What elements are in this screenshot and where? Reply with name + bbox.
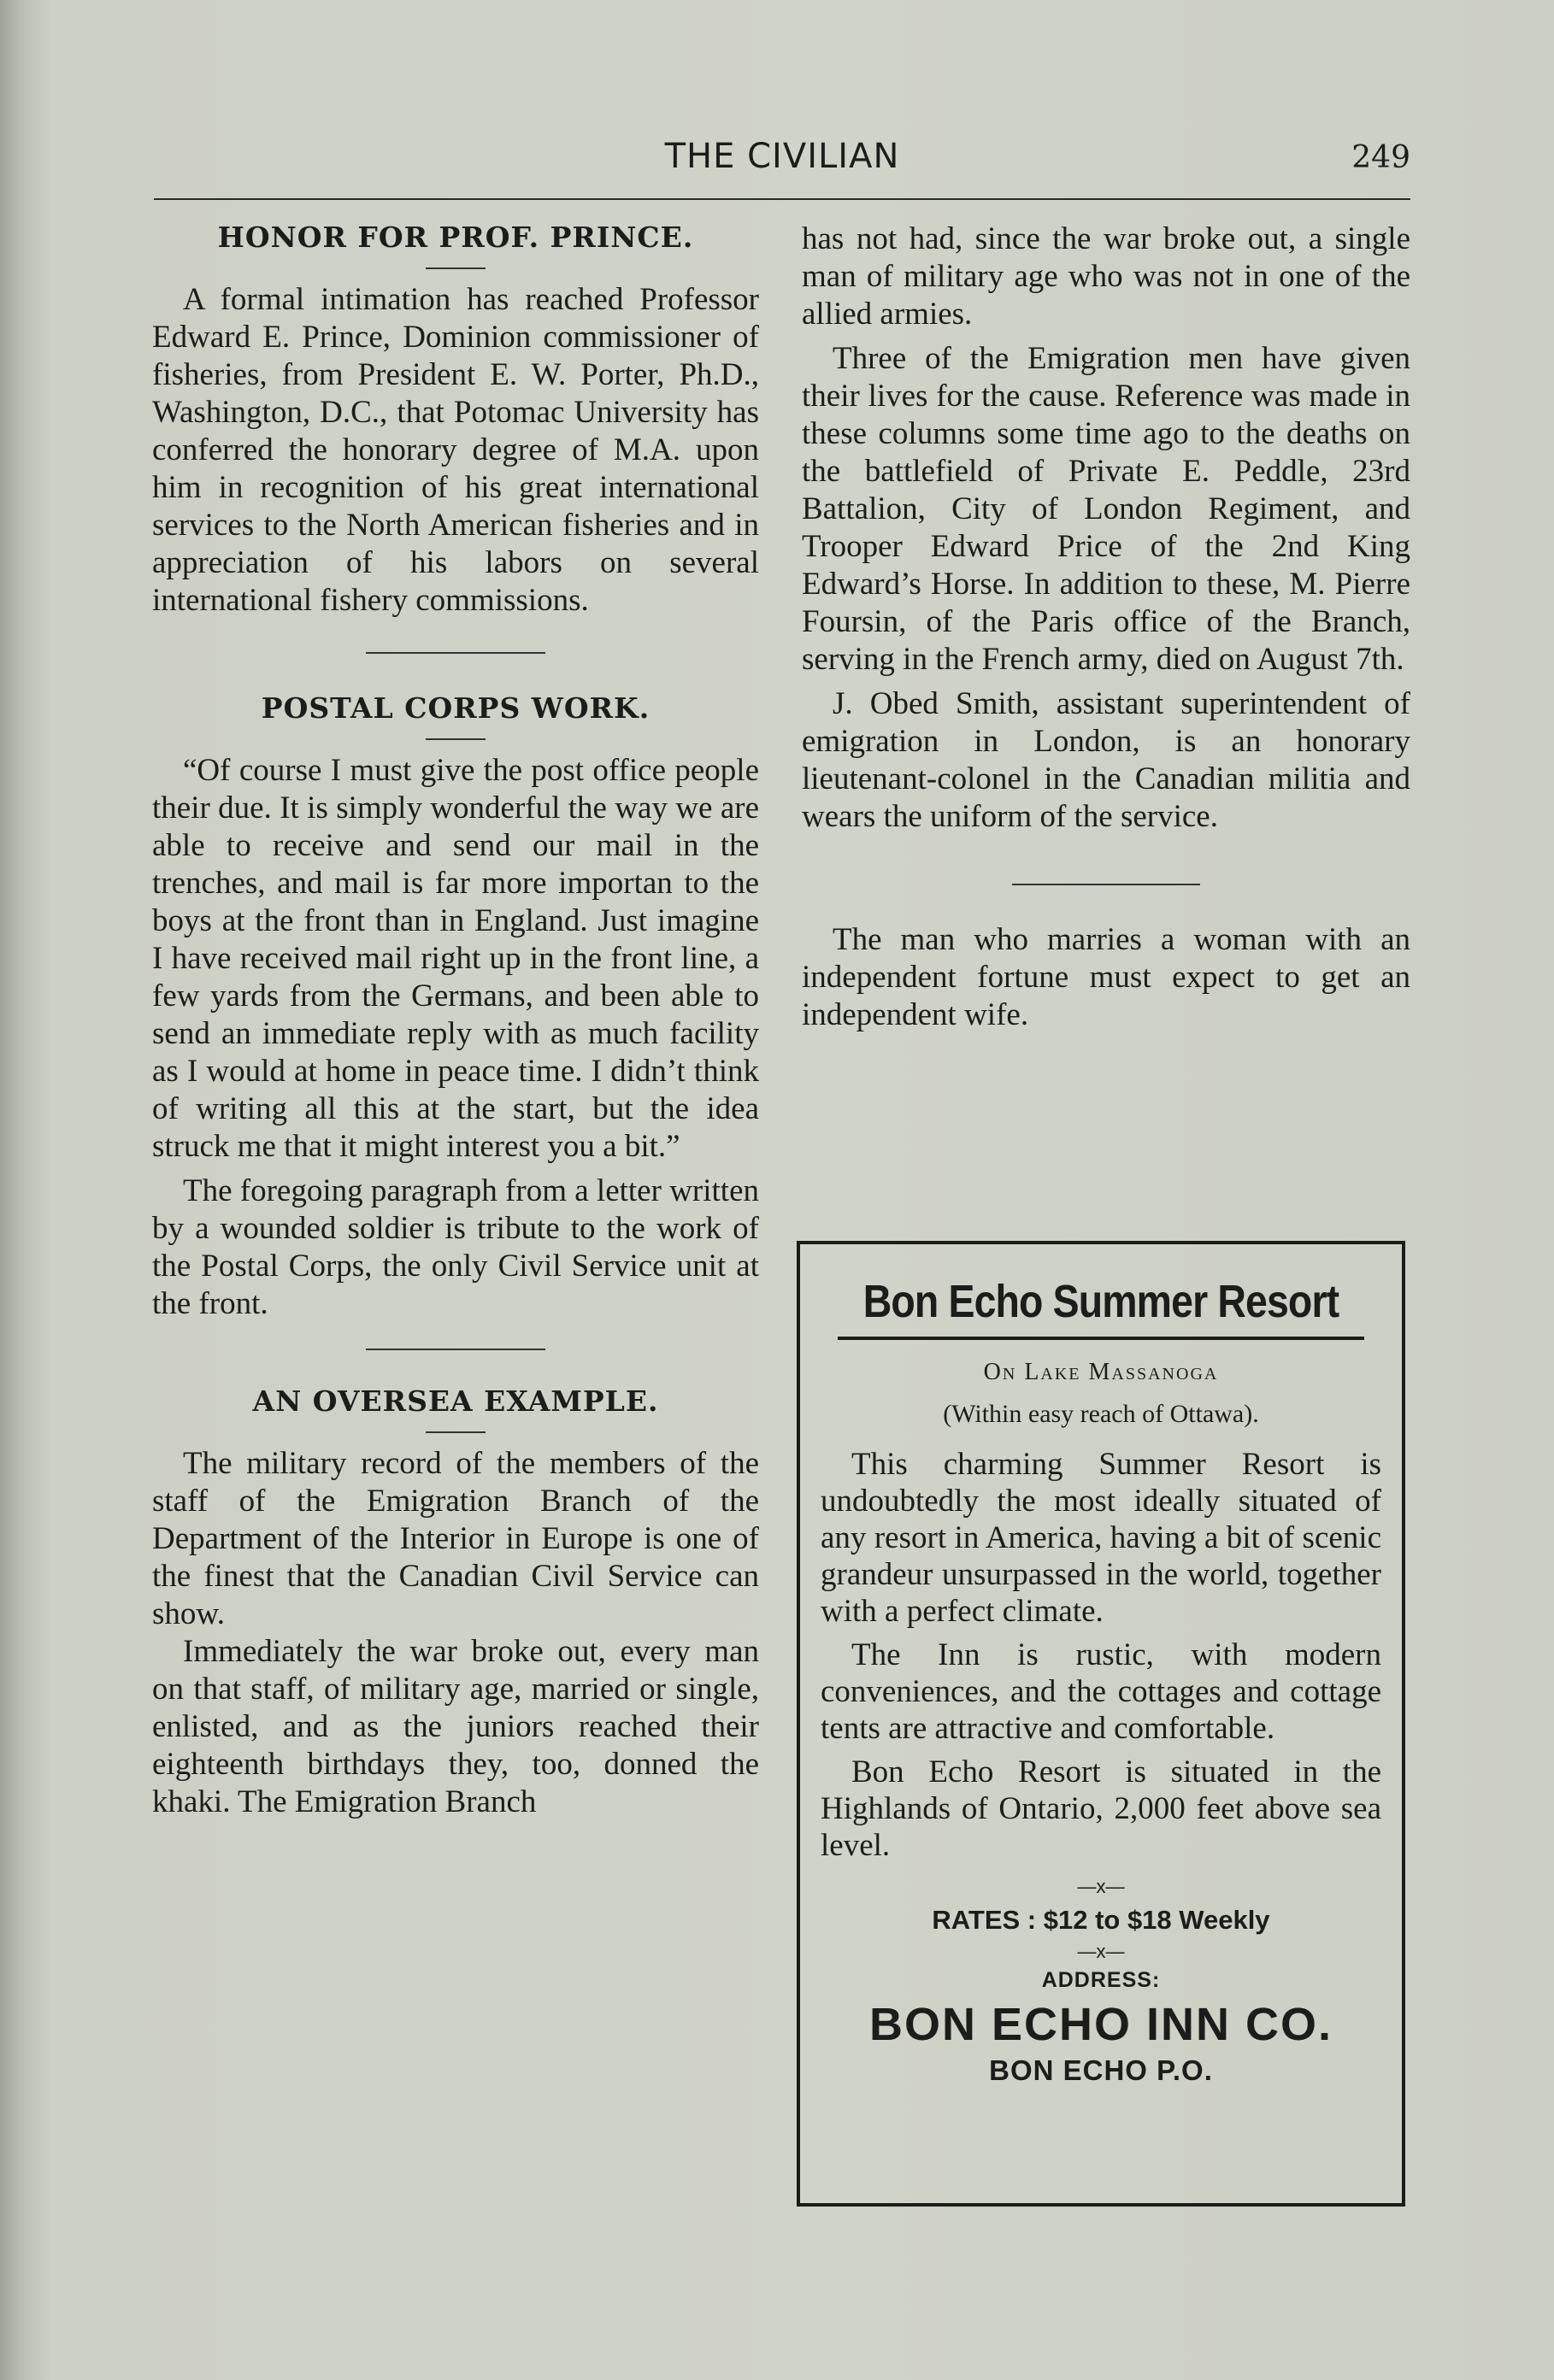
header-rule — [154, 198, 1410, 200]
left-column — [152, 220, 759, 1821]
filler-quip: The man who marries a woman with an independent fortune must expect to get an independent wife. — [802, 922, 1410, 1032]
section-separator — [366, 1349, 545, 1350]
ad-paragraph-1: This charming Summer Resort is undoubtedly the most ideally situated of any resort in America, having a bit of scenic grandeur unsurpassed in the world, together with a perfect climate. — [821, 1447, 1381, 1629]
ad-paragraph-2: The Inn is rustic, with modern conveniences, and the cottages and cottage tents are attractive and comfortable. — [821, 1637, 1381, 1746]
heading-dash — [426, 1431, 486, 1433]
heading-dash — [426, 738, 486, 740]
ad-address-label: ADDRESS: — [1041, 1968, 1161, 1992]
ad-rates: RATES : $12 to $18 Weekly — [932, 1905, 1270, 1935]
article-body-postal: The foregoing paragraph from a letter written by a wounded soldier is tribute to the work of the Postal Corps, the only Civil Service unit at the front. — [152, 1173, 759, 1321]
article-continued-3: J. Obed Smith, assistant superintendent of emigration in London, is an honorary lieutenant-colonel in the Canadian militia and wears the uniform of the service. — [802, 686, 1410, 834]
ad-title: Bon Echo Summer Resort — [862, 1276, 1339, 1327]
ad-title-rule — [838, 1337, 1364, 1340]
heading-dash — [426, 267, 486, 269]
article-body-honor: A formal intimation has reached Professor Edward E. Prince, Dominion commissioner of fisheries, from President E. W. Porter, Ph.D., Washington, D.C., that Potomac University has conferred the honorary degree of M.A. upon him in recognition of his great international services to the North American fisheries and in appreciation of his labors on several international fishery commissions. — [152, 282, 759, 618]
section-separator — [1012, 884, 1200, 885]
section-separator — [366, 652, 545, 654]
page-number: 249 — [1351, 140, 1410, 175]
article-heading-postal: POSTAL CORPS WORK. — [261, 691, 650, 725]
publication-title: THE CIVILIAN — [664, 137, 900, 176]
article-heading-oversea: AN OVERSEA EXAMPLE. — [252, 1384, 659, 1418]
article-body-postal-quote: “Of course I must give the post office people their due. It is simply wonderful the way we are able to receive and send our mail in the trenches, and mail is far more importan to the boys at the front than in England. Just imagine I have received mail right up in the front line, a few yards from the Germans, and been able to send an immediate reply with as much facility as I would at home in peace time. I didn’t think of writing all this at the start, but the idea struck me that it might interest you a bit.” — [152, 753, 759, 1164]
article-body-oversea-1: The military record of the members of the staff of the Emigration Branch of the Department of the Interior in Europe is one of the finest that the Canadian Civil Service can show. — [152, 1446, 759, 1631]
ad-subtitle: On Lake Massanoga — [983, 1359, 1219, 1385]
running-header — [154, 137, 1410, 188]
article-continued-1: has not had, since the war broke out, a single man of military age who was not in one of the allied armies. — [802, 221, 1410, 332]
ad-reach-note: (Within easy reach of Ottawa). — [943, 1400, 1259, 1428]
ad-divider: —x— — [1077, 1941, 1125, 1962]
ad-divider: —x— — [1077, 1876, 1125, 1897]
right-column — [802, 220, 1410, 1034]
article-continued-2: Three of the Emigration men have given their lives for the cause. Reference was made in these columns some time ago to the deaths on the battlefield of Private E. Peddle, 23rd Battalion, City of London Regiment, and Trooper Edward Price of the 2nd King Edward’s Horse. In addition to these, M. Pierre Foursin, of the Paris office of the Branch, serving in the French army, died on August 7th. — [802, 341, 1410, 677]
advertisement-box — [797, 1241, 1405, 2207]
ad-paragraph-3: Bon Echo Resort is situated in the Highlands of Ontario, 2,000 feet above sea level. — [821, 1754, 1381, 1863]
article-heading-honor: HONOR FOR PROF. PRINCE. — [217, 220, 694, 254]
ad-company-name: BON ECHO INN CO. — [868, 1999, 1333, 2050]
ad-post-office: BON ECHO P.O. — [989, 2054, 1213, 2086]
article-body-oversea-2: Immediately the war broke out, every man on that staff, of military age, married or single, enlisted, and as the juniors reached their eighteenth birthdays they, too, donned the khaki. The Emigration Branch — [152, 1634, 759, 1819]
